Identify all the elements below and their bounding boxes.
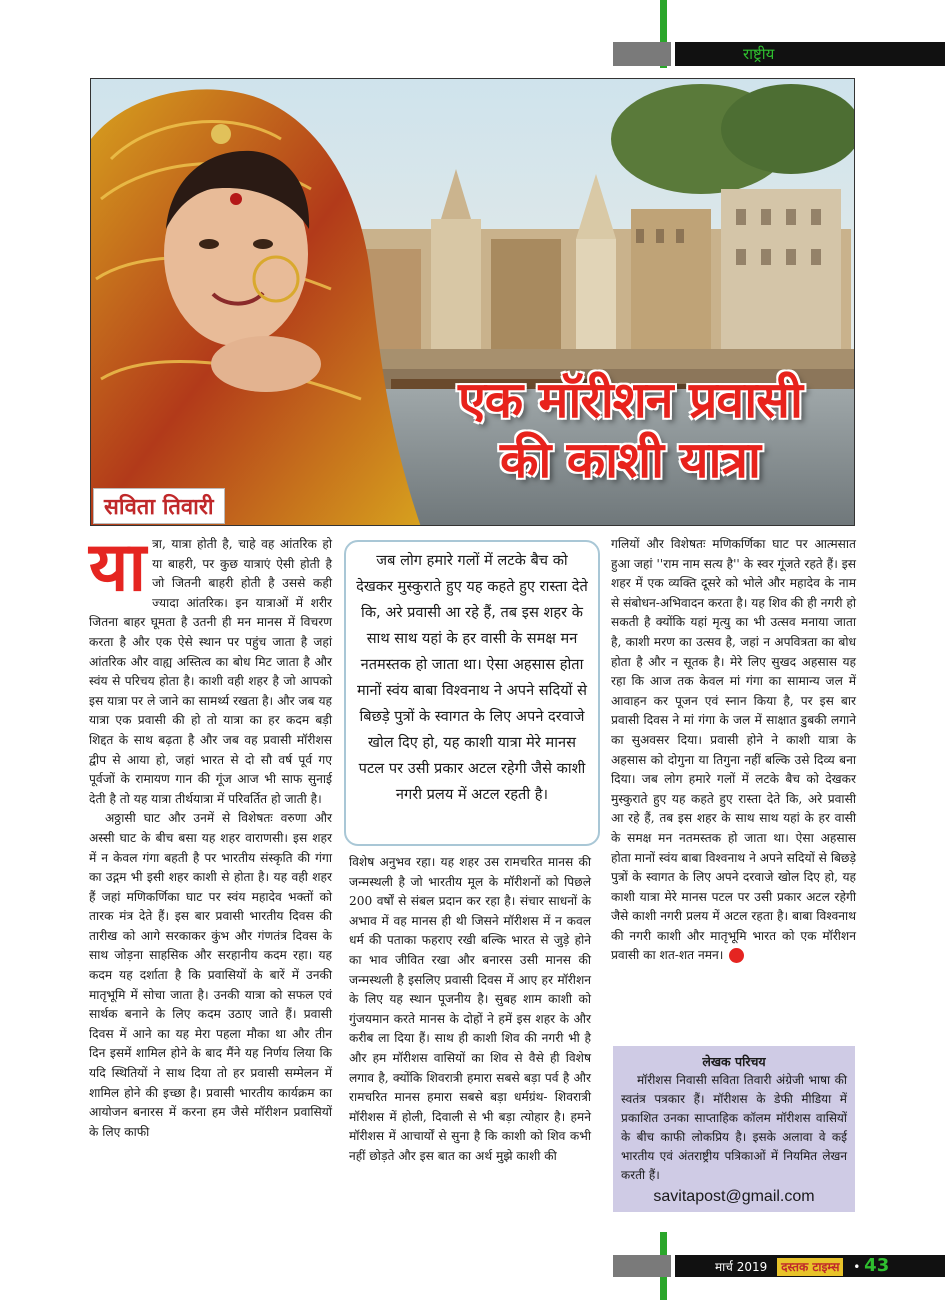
footer-gray-block xyxy=(613,1255,671,1277)
article-column-1 xyxy=(89,528,332,1142)
headline-line-2: की काशी यात्रा xyxy=(500,431,760,489)
author-profile-box xyxy=(613,1046,855,1212)
end-mark-icon xyxy=(729,948,744,963)
paragraph-3: विशेष अनुभव रहा। यह शहर उस रामचरित मानस की जन्मस्थली है जो भारतीय मूल के मॉरीशनों को पिछले 200 वर्षों से संबल प्रदान कर रहा है। संचार साधनों के अभाव में वह मानस ही थी जिसने मॉरीशस में न कवल धर्म की पताका फहराए रखी बल्कि भारत से जुड़े होने का भाव जीवित रखा और बनारस उसी मानस की जन्मस्थली है इसलिए प्रवासी दिवस में आए हर मॉरीशन के लिए यह स्थान पूजनीय है। सुबह शाम काशी को गुंजयमान करते मानस के दोहों ने हमें इस शहर के और करीब ला दिया हैं। साथ ही काशी शिव की नगरी भी है और हम मॉरीशस वासियों का शिव से वैसे ही विशेष लगाव है, क्योंकि शिवरात्री हमारा सबसे बड़ा पर्व है और रामचरित मानस हमारा सबसे बड़ा धर्मग्रंथ- शिवरात्री मॉरीशस में होली, दिवाली से भी बड़ा त्योहार है। हमने मॉरीशस में आचार्यों से सुना है कि काशी को शिव कभी नहीं छोड़ते और इस बात का अर्थ मुझे काशी की xyxy=(349,855,591,1163)
article-column-3 xyxy=(611,535,856,966)
article-headline xyxy=(410,370,850,490)
page-number: 43 xyxy=(864,1255,890,1276)
article-column-2 xyxy=(349,853,591,1167)
footer-separator: • xyxy=(853,1260,861,1274)
issue-date: मार्च 2019 xyxy=(715,1260,768,1274)
page-footer xyxy=(675,1255,945,1277)
paragraph-4-text: गलियों और विशेषतः मणिकर्णिका घाट पर आत्मसात हुआ जहां ''राम नाम सत्य है'' के स्वर गूंजते रहते हैं। इस शहर में एक व्यक्ति दूसरे को भोले और महादेव के नाम से संबोधन-अभिवादन करता है। यह शिव की ही नगरी हो सकती है क्योंकि यहां मृत्यु का भी उत्सव मनाया जाता है, काशी मरण का उत्सव है, जहां न अपवित्रता का बोध होता है और न सूतक है। मेरे लिए सुखद अहसास यह रहा कि आज तक केवल मां गंगा का सामान्य जल में आवाहन कर पूजन एवं स्नान किया है, पर इस बार प्रवासी दिवस ने मां गंगा के जल में साक्षात डुबकी लगाने का सुअवसर दिया। प्रवासी होने ने काशी यात्रा के अहसास को दोगुना या तिगुना नहीं बल्कि उसे दिव्य बना दिया। जब लोग हमारे गलों में लटके बैच को देखकर मुस्कुराते हुए यह कहते हुए रास्ता देते कि, अरे प्रवासी आ रहे हैं, तब इस शहर के साथ साथ यहां के हर वासी के समक्ष मन नतमस्तक हो जाता था। ऐसा अहसास होता मानों स्वंय बाबा विश्वनाथ ने अपने सदियों से बिछड़े पुत्रों के स्वागत के लिए अपने दरवाजे खोल दिए हो, यह काशी यात्रा मेरे मानस पटल पर उसी प्रकार अटल रहेगी जैसे काशी नगरी प्रलय में अटल रहता है। बाबा विश्वनाथ की नगरी काशी और मातृभूमि भारत को एक मॉरीशन प्रवासी का शत-शत नमन। xyxy=(611,537,856,963)
author-email[interactable]: savitapost@gmail.com xyxy=(653,1188,815,1205)
paragraph-2: अठ्ठासी घाट और उनमें से विशेषतः वरुणा और अस्सी घाट के बीच बसा यह शहर वाराणसी। इस शहर में न केवल गंगा बहती है पर भारतीय संस्कृति की गंगा का उद्गम भी इसी शहर काशी से होता है। यह वही शहर हैं जहां मणिकर्णिका घाट पर स्वंय महादेव भक्तों को तारक मंत्र देते हैं। इस बार प्रवासी भारतीय दिवस की तारीख को आगे सरकाकर कुंभ और गंणतंत्र दिवस के साथ जोड़ना साहसिक और सरहानीय कदम रहा। यह कदम यह दर्शाता है कि प्रवासियों के बारें में उनकी मातृभूमि में सोचा जाता है। उनकी यात्रा को सफल एवं सार्थक बनाने के लिए कदम उठाए जाते हैं। प्रवासी दिवस में आने का यह मेरा पहला मौका था और तीन दिन इसमें शामिल होने के बाद मैंने यह निर्णय लिया कि यदि स्थितियों ने साथ दिया तो हर प्रवासी सम्मेलन में शामिल होने की इच्छा है। प्रवासी भारतीय कार्यक्रम का आयोजन बनारस में करना हम जैसे मॉरीशन प्रवासियों के लिए काफी xyxy=(89,811,332,1139)
pull-quote: जब लोग हमारे गलों में लटके बैच को देखकर मुस्कुराते हुए यह कहते हुए रास्ता देते कि, अरे प्रवासी आ रहे हैं, तब इस शहर के साथ साथ यहां के हर वासी के समक्ष मन नतमस्तक हो जाता था। ऐसा अहसास होता मानों स्वंय बाबा विश्वनाथ ने अपने सदियों से बिछड़े पुत्रों के स्वागत के लिए अपने दरवाजे खोल दिए हो, यह काशी यात्रा मेरे मानस पटल पर उसी प्रकार अटल रहेगी जैसे काशी नगरी प्रलय में अटल रहती है। xyxy=(344,540,600,846)
top-gray-block xyxy=(613,42,671,66)
magazine-logo: दस्तक टाइम्स xyxy=(777,1258,843,1276)
paragraph-1 xyxy=(89,528,332,809)
author-name-tag: सविता तिवारी xyxy=(93,488,225,524)
profile-text: मॉरीशस निवासी सविता तिवारी अंग्रेजी भाषा की स्वतंत्र पत्रकार हैं। मॉरीशस के डेफी मीडिया में प्रकाशित उनका साप्ताहिक कॉलम मॉरीशस वासियों के बीच काफी लोकप्रिय है। इसके अलावा वे कई भारतीय एवं अंतराष्ट्रीय पत्रिकाओं में नियमित लेखन करती हैं। xyxy=(621,1073,847,1182)
headline-line-1: एक मॉरीशन प्रवासी xyxy=(458,371,802,429)
paragraph-1-text: त्रा, यात्रा होती है, चाहे वह आंतरिक हो या बाहरी, पर कुछ यात्राएं ऐसी होती है जो जितनी बाहरी होती है उससे कही ज्यादा आंतरिक। इन यात्राओं में शरीर जितना बाहर घूमता है उतनी ही मन मानस में विचरण करता है और एक ऐसे स्थान पर पहुंच जाता है जहां आंतरिक और वाह्य अस्तित्व का बोध मिट जाता है और स्वंय से परिचय होता है। काशी वही शहर है जो आपको इस यात्रा पर ले जाने का सामर्थ्य रखता है। और जब यह यात्रा एक प्रवासी की हो तो यात्रा का हर कदम बड़ी शिद्दत के साथ बढ़ता है और जब वह प्रवासी मॉरीशस द्वीप से आया हो, जहां भारत से दो सौ वर्ष पूर्व गए पूर्वजों के रामायण गान की गूंज आज भी साफ सुनाई देती है तो यह यात्रा तीर्थयात्रा में परिवर्तित हो जाती है। xyxy=(89,537,332,806)
paragraph-4 xyxy=(611,535,856,966)
profile-title: लेखक परिचय xyxy=(702,1054,766,1069)
section-label: राष्ट्रीय xyxy=(675,42,945,66)
drop-cap: या xyxy=(89,528,147,607)
